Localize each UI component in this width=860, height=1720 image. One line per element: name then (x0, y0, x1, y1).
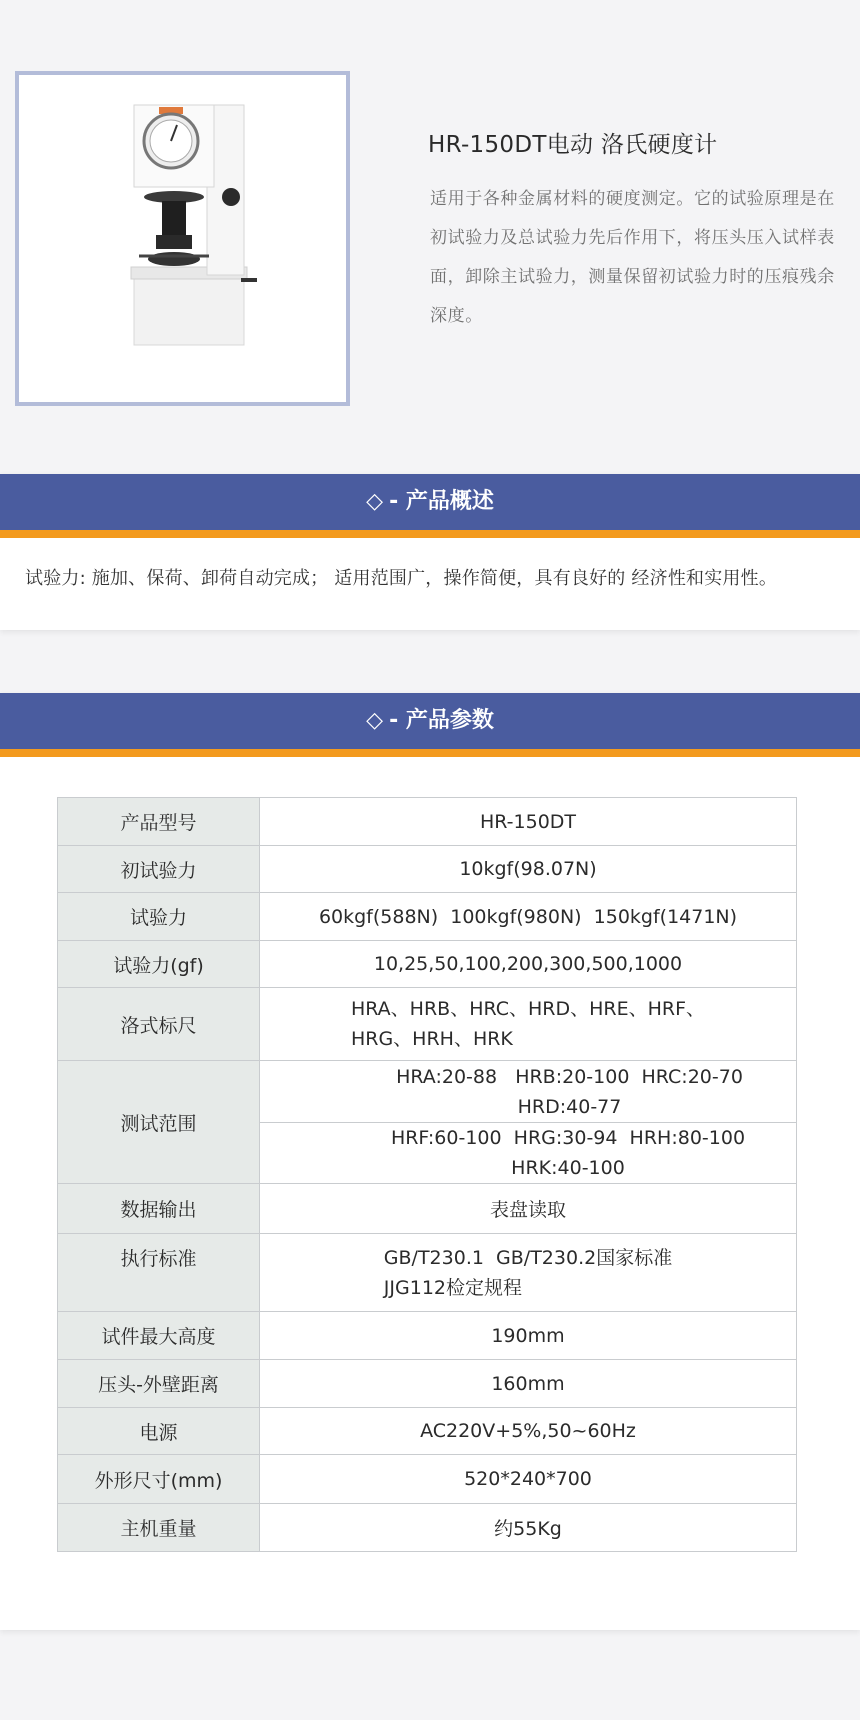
spec-label: 洛式标尺 (58, 988, 260, 1061)
spec-label: 测试范围 (58, 1061, 260, 1184)
params-header (0, 693, 860, 757)
spec-label: 试验力(gf) (58, 941, 260, 988)
table-row (58, 1312, 797, 1360)
params-heading: - 产品参数 (389, 708, 494, 733)
params-card (0, 693, 860, 1630)
spec-label: 产品型号 (58, 798, 260, 846)
table-row (58, 988, 797, 1061)
range-line-b1: HRF:60-100 HRG:30-94 HRH:80-100 (390, 1127, 746, 1149)
table-row (58, 1360, 797, 1408)
spec-value (260, 1234, 797, 1312)
spec-table (57, 797, 797, 1552)
spec-value (260, 1061, 797, 1123)
spec-value: AC220V+5%,50~60Hz (260, 1408, 797, 1455)
product-title: HR-150DT电动 洛氏硬度计 (428, 132, 718, 158)
spec-value (260, 988, 797, 1061)
spec-value: 约55Kg (260, 1504, 797, 1552)
spec-value: 520*240*700 (260, 1455, 797, 1504)
table-row (58, 1504, 797, 1552)
spec-label: 压头-外壁距离 (58, 1360, 260, 1408)
spec-value: 表盘读取 (260, 1184, 797, 1234)
product-hero (0, 0, 860, 470)
overview-text: 试验力: 施加、保荷、卸荷自动完成； 适用范围广，操作简便，具有良好的 经济性和实用性。 (25, 568, 778, 589)
scales-lines (351, 994, 705, 1054)
range-line-a1: HRA:20-88 HRB:20-100 HRC:20-70 (396, 1065, 743, 1088)
spec-value: 10kgf(98.07N) (260, 846, 797, 893)
table-row (58, 1455, 797, 1504)
standard-line-1: GB/T230.1 GB/T230.2国家标准 (383, 1246, 673, 1269)
spec-value: 160mm (260, 1360, 797, 1408)
overview-card (0, 474, 860, 630)
spec-label: 外形尺寸(mm) (58, 1455, 260, 1504)
spec-label: 执行标准 (58, 1234, 260, 1312)
spec-label: 初试验力 (58, 846, 260, 893)
spec-value: 10,25,50,100,200,300,500,1000 (260, 941, 797, 988)
table-row (58, 941, 797, 988)
range-line-b2: HRK:40-100 (511, 1157, 625, 1179)
spec-value: 60kgf(588N) 100kgf(980N) 150kgf(1471N) (260, 893, 797, 941)
product-photo-frame (15, 71, 350, 406)
scales-line-1: HRA、HRB、HRC、HRD、HRE、HRF、 (350, 998, 706, 1020)
table-row (58, 1184, 797, 1234)
spec-value: 190mm (260, 1312, 797, 1360)
spec-label: 试件最大高度 (58, 1312, 260, 1360)
table-row (58, 798, 797, 846)
table-row (58, 846, 797, 893)
hardness-tester-illustration (19, 75, 346, 402)
range-line-a2: HRD:40-77 (517, 1095, 622, 1118)
spec-label: 主机重量 (58, 1504, 260, 1552)
table-row (58, 1408, 797, 1455)
product-description: 适用于各种金属材料的硬度测定。它的试验原理是在初试验力及总试验力先后作用下，将压头压入试样表面，卸除主试验力，测量保留初试验力时的压痕残余深度。 (430, 189, 835, 326)
spec-label: 电源 (58, 1408, 260, 1455)
spec-value (260, 1123, 797, 1184)
table-row (58, 1061, 797, 1123)
overview-heading: - 产品概述 (389, 489, 494, 514)
overview-header (0, 474, 860, 538)
scales-line-2: HRG、HRH、HRK (350, 1028, 513, 1050)
table-row (58, 1234, 797, 1312)
table-row (58, 893, 797, 941)
standard-lines (384, 1243, 672, 1303)
spec-value: HR-150DT (260, 798, 797, 846)
standard-line-2: JJG112检定规程 (383, 1276, 522, 1299)
spec-label: 试验力 (58, 893, 260, 941)
diamond-icon: ◇ (366, 708, 384, 733)
diamond-icon: ◇ (366, 489, 384, 514)
spec-label: 数据输出 (58, 1184, 260, 1234)
